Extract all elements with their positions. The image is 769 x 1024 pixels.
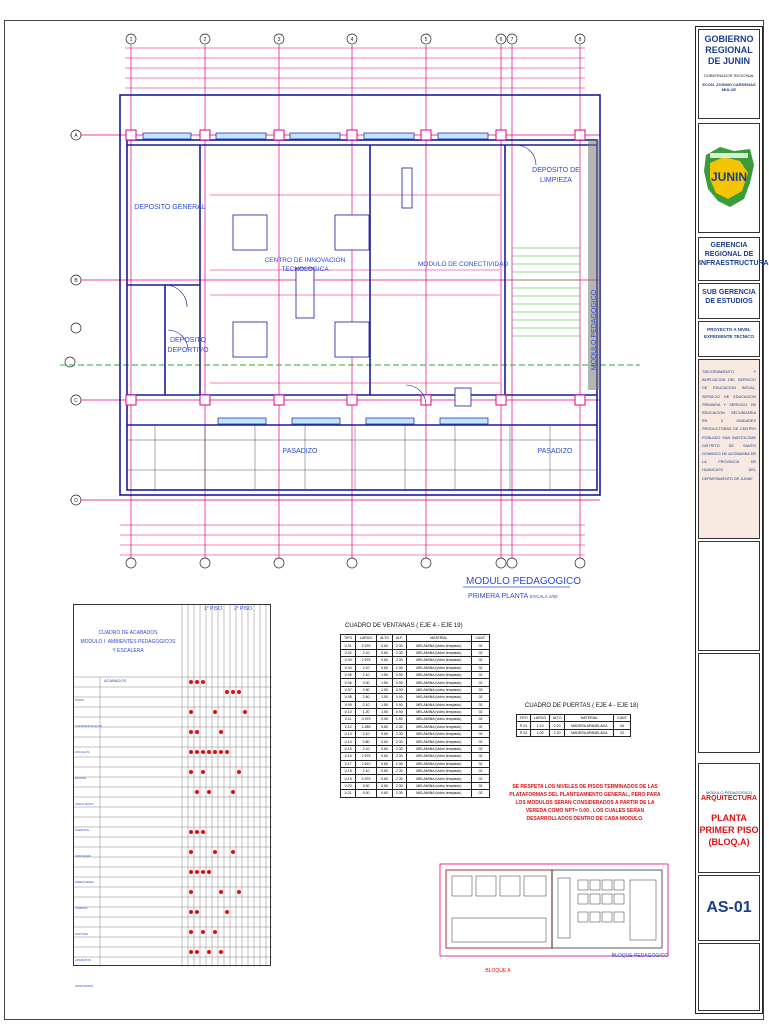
finishes-table: [73, 604, 271, 988]
axis-lines: [70, 45, 600, 560]
project-box: [698, 359, 760, 539]
finishes-col-2: 2° PISO: [234, 606, 253, 612]
room-label: DEPOSITO GENERAL: [134, 204, 206, 211]
table-row: [341, 782, 490, 789]
table-cell: 0.60: [376, 664, 392, 671]
columns: [126, 130, 585, 405]
plan-title: MODULO PEDAGOGICO: [466, 576, 582, 587]
table-cell: 02: [472, 649, 490, 656]
axis-label: 5: [424, 37, 428, 43]
table-cell: 0.90: [376, 716, 392, 723]
room-label: MODULO DE CONECTIVIDAD: [417, 261, 509, 268]
table-cell: V-07: [341, 686, 356, 693]
finishes-subtitle: Y ESCALERA: [112, 648, 144, 654]
finishes-row: PISOS: [75, 698, 85, 702]
general-note: SE RESPETA LOS NIVELES DE PISOS TERMINADOS DE LAS PLATAFORMAS DEL PLANTEAMIENTO GENERAL, PERO PARA LOS MODULOS SERAN CONSIDERADOS A PARTIR DE LA VEREDA COMO NPT= 0.00 , LOS CUALES SERAN DESARROLLADOS DENTRO DE CADA MODULO.: [509, 784, 661, 822]
table-cell: 2.975: [356, 657, 377, 664]
blank-box-1: [698, 541, 760, 651]
table-cell: MELAMINA (vidrio templado): [406, 745, 471, 752]
blank-box-2: [698, 653, 760, 753]
table-cell: 02: [472, 768, 490, 775]
table-cell: 0.60: [376, 738, 392, 745]
table-header: MATERIAL: [565, 715, 614, 722]
table-cell: 2.975: [356, 775, 377, 782]
table-row: [517, 722, 631, 729]
table-cell: 1.10: [531, 722, 550, 729]
table-cell: V-08: [341, 694, 356, 701]
table-cell: 2.20: [550, 729, 565, 736]
table-cell: 2.10: [356, 731, 377, 738]
table-row: [341, 738, 490, 745]
axis-label: 3: [277, 37, 281, 43]
table-cell: MELAMINA (vidrio templado): [406, 686, 471, 693]
table-cell: 02: [472, 657, 490, 664]
table-cell: 2.30: [393, 664, 407, 671]
axis-label: A: [74, 133, 78, 139]
table-cell: 1.50: [376, 694, 392, 701]
revision-box: [698, 943, 760, 1011]
axis-label: 7: [510, 37, 514, 43]
room-label: PASADIZO: [537, 448, 573, 455]
table-cell: 0.60: [376, 760, 392, 767]
table-cell: MELAMINA (vidrio templado): [406, 760, 471, 767]
inner-lines: [127, 425, 597, 490]
table-cell: 0.975: [356, 716, 377, 723]
table-cell: 0.60: [376, 642, 392, 649]
finishes-subtitle: MODULO I: AMBIENTES PEDAGOGICOS: [80, 639, 176, 645]
finishes-grid: [74, 605, 272, 967]
table-row: [341, 731, 490, 738]
table-cell: 2.30: [393, 745, 407, 752]
governor-name: ECON. ZOSIMO CARDENAS MULUE: [702, 82, 756, 92]
table-cell: 1.50: [376, 671, 392, 678]
table-cell: P-02: [517, 729, 531, 736]
gerencia-box: [698, 237, 769, 281]
table-cell: MELAMINA (vidrio templado): [406, 657, 471, 664]
table-cell: 02: [614, 729, 631, 736]
sheet-code: AS-01: [706, 899, 752, 916]
table-cell: MELAMINA (vidrio templado): [406, 671, 471, 678]
table-cell: 0.60: [376, 775, 392, 782]
table-cell: MELAMINA (vidrio templado): [406, 790, 471, 797]
sheet-title-box: [698, 763, 760, 873]
table-cell: 02: [472, 694, 490, 701]
table-cell: 1.50: [376, 708, 392, 715]
table-header: CANT.: [472, 635, 490, 642]
windows-table-grid: [340, 634, 490, 798]
axis-label: 2: [203, 37, 207, 43]
doors-table-title: CUADRO DE PUERTAS ( EJE 4 - EJE 18): [525, 703, 639, 709]
table-row: [341, 723, 490, 730]
table-cell: 06: [614, 722, 631, 729]
level-box: [698, 321, 760, 357]
dimension-chains-bottom: [120, 525, 585, 555]
doors-table: [516, 714, 631, 737]
table-header: LARGO: [356, 635, 377, 642]
table-cell: V-15: [341, 745, 356, 752]
table-cell: 02: [472, 738, 490, 745]
gerencia-title: GERENCIA REGIONAL DE INFRAESTRUCTURA: [699, 242, 769, 267]
table-row: [341, 642, 490, 649]
table-row: [341, 716, 490, 723]
title-block: [695, 26, 769, 1014]
table-cell: MELAMINA (vidrio templado): [406, 738, 471, 745]
table-cell: 0.60: [376, 649, 392, 656]
room-label: DEPORTIVO: [167, 347, 209, 354]
table-cell: V-10: [341, 708, 356, 715]
finishes-row: CIELO RASO: [75, 802, 94, 806]
table-cell: MELAMINA (vidrio templado): [406, 768, 471, 775]
door-swings: [165, 145, 536, 405]
table-cell: 2.30: [393, 738, 407, 745]
table-cell: 2.30: [393, 723, 407, 730]
table-cell: 0.60: [376, 731, 392, 738]
table-cell: P-01: [517, 722, 531, 729]
table-cell: 0.90: [393, 679, 407, 686]
table-cell: MELAMINA (vidrio templado): [406, 708, 471, 715]
table-header: MATERIAL: [406, 635, 471, 642]
table-row: [341, 649, 490, 656]
logo-box: [698, 123, 760, 233]
finishes-row: VIDRIOS: [75, 906, 88, 910]
plan-scale: ESCALA 1/50: [530, 594, 558, 599]
finishes-row: VENTANAS: [75, 854, 91, 858]
module-caption: MODULO PEDAGOGICO: [705, 790, 752, 795]
table-cell: 02: [472, 731, 490, 738]
table-header: TIPO: [517, 715, 531, 722]
table-cell: V-14: [341, 738, 356, 745]
specialty: ARQUITECTURA: [701, 795, 757, 802]
table-cell: MELAMINA (vidrio templado): [406, 701, 471, 708]
table-row: [341, 657, 490, 664]
table-row: [341, 701, 490, 708]
table-cell: 02: [472, 701, 490, 708]
windows-table: [340, 634, 490, 798]
room-label: PASADIZO: [282, 448, 318, 455]
table-cell: 0.80: [356, 738, 377, 745]
table-header: ALTO: [550, 715, 565, 722]
axis-label: 4: [350, 37, 354, 43]
finishes-row: PUERTAS: [75, 828, 89, 832]
table-header: LARGO: [531, 715, 550, 722]
stairs: [512, 248, 580, 336]
table-cell: 02: [472, 723, 490, 730]
table-row: [341, 745, 490, 752]
table-cell: MELAMINA (vidrio templado): [406, 731, 471, 738]
table-cell: V-13: [341, 731, 356, 738]
finishes-row: CERRAJERIA: [75, 880, 95, 884]
table-cell: MADERA APANELADA: [565, 722, 614, 729]
table-row: [341, 760, 490, 767]
table-row: [517, 729, 631, 736]
table-cell: 0.60: [376, 723, 392, 730]
subgerencia-title: SUB GERENCIA DE ESTUDIOS: [702, 289, 756, 305]
table-cell: V-17: [341, 760, 356, 767]
table-cell: 0.60: [376, 790, 392, 797]
table-cell: MELAMINA (vidrio templado): [406, 679, 471, 686]
finishes-row: ZOCALOS: [75, 750, 90, 754]
table-cell: MELAMINA (vidrio templado): [406, 716, 471, 723]
table-cell: 0.90: [356, 686, 377, 693]
table-cell: 2.610: [356, 760, 377, 767]
table-cell: 2.30: [393, 649, 407, 656]
table-cell: 1.20: [356, 708, 377, 715]
table-header: ALF.: [393, 635, 407, 642]
axis-label: B: [74, 278, 78, 284]
table-cell: 0.60: [376, 745, 392, 752]
finishes-row: APARATOS SANITARIOS: [75, 958, 93, 988]
table-row: [341, 686, 490, 693]
table-cell: 2.10: [356, 701, 377, 708]
dimension-chains-top: [125, 48, 585, 88]
table-cell: MELAMINA (vidrio templado): [406, 775, 471, 782]
table-cell: 2.30: [393, 657, 407, 664]
table-cell: 2.285: [356, 723, 377, 730]
table-cell: 2.20: [550, 722, 565, 729]
table-cell: MELAMINA (vidrio templado): [406, 649, 471, 656]
windows-top: [143, 133, 488, 424]
table-cell: MELAMINA (vidrio templado): [406, 723, 471, 730]
table-cell: 2.975: [356, 642, 377, 649]
finishes-row: MUROS: [75, 776, 87, 780]
axis-label: 6: [499, 37, 503, 43]
table-cell: 02: [472, 716, 490, 723]
sheet-code-box: [698, 875, 760, 941]
table-row: [341, 708, 490, 715]
table-cell: 02: [472, 679, 490, 686]
key-plan-label-a: BLOQUE A: [485, 968, 511, 974]
table-cell: MELAMINA (vidrio templado): [406, 753, 471, 760]
table-cell: 02: [472, 671, 490, 678]
table-cell: 2.30: [393, 642, 407, 649]
table-cell: 2.10: [356, 768, 377, 775]
key-plan: [438, 860, 670, 975]
table-cell: V-04: [341, 664, 356, 671]
table-header: CANT.: [614, 715, 631, 722]
axis-label: 8: [578, 37, 582, 43]
finishes-row-labels: [75, 687, 103, 999]
table-cell: V-09: [341, 701, 356, 708]
room-label: LIMPIEZA: [540, 177, 572, 184]
table-cell: 2.30: [393, 753, 407, 760]
table-cell: 3.00: [356, 790, 377, 797]
windows-table-title: CUADRO DE VENTANAS ( EJE 4 - EJE 19): [345, 623, 463, 629]
table-cell: 2.10: [356, 745, 377, 752]
table-cell: 2.10: [356, 671, 377, 678]
table-cell: 0.60: [376, 753, 392, 760]
table-cell: 2.60: [356, 694, 377, 701]
table-row: [341, 679, 490, 686]
table-row: [341, 790, 490, 797]
room-label: DEPOSITO: [169, 337, 207, 344]
doors-table-grid: [516, 714, 631, 737]
table-cell: V-18: [341, 768, 356, 775]
table-cell: V-06: [341, 679, 356, 686]
table-cell: 02: [472, 745, 490, 752]
plan-subtitle: PRIMERA PLANTA: [468, 593, 529, 600]
sheet-title: PLANTA PRIMER PISO (BLOQ.A): [699, 813, 759, 847]
table-row: [341, 694, 490, 701]
table-cell: V-19: [341, 775, 356, 782]
table-cell: V-01: [341, 642, 356, 649]
axis-bubbles: [65, 34, 585, 568]
table-cell: V-16: [341, 753, 356, 760]
finishes-section: ACABADOS: [104, 678, 127, 683]
table-cell: 2.10: [356, 664, 377, 671]
key-plan-label-b: BLOQUE PEDAGOGICO: [611, 953, 669, 959]
table-cell: 2.30: [393, 760, 407, 767]
table-cell: 0.90: [393, 686, 407, 693]
project-name: "MEJORAMIENTO Y AMPLIACION DEL SERVICIO DE EDUCACION INICIAL, SERVICIO DE EDUCACION PRIMARIA Y SERVICIO DE EDUCACION SECUNDARIA EN 3 UNIDADES PRODUCTORAS DE CENTRO POBLADO SAN BARTOLOME DISTRITO DE SANTO DOMINGO DE ACOBAMBA DE LA PROVINCIA DE HUANCAYO DEL DEPARTAMENTO DE JUNIN": [702, 370, 756, 481]
table-cell: 02: [472, 782, 490, 789]
table-cell: MELAMINA (vidrio templado): [406, 694, 471, 701]
table-cell: V-12: [341, 723, 356, 730]
finishes-col-1: 1° PISO: [204, 606, 223, 612]
table-cell: 0.90: [393, 671, 407, 678]
room-label: MODULO PEDAGOGICO: [591, 289, 598, 371]
table-cell: 0.60: [376, 782, 392, 789]
governor-role: GOBERNADOR REGIONAL: [703, 73, 755, 78]
room-label: CENTRO DE INNOVACION: [264, 257, 346, 264]
table-cell: 2.30: [393, 775, 407, 782]
table-cell: 02: [472, 790, 490, 797]
finishes-row: CONTRAZOCALOS: [75, 724, 103, 728]
table-row: [341, 671, 490, 678]
axis-label: D: [74, 498, 78, 504]
table-cell: 02: [472, 753, 490, 760]
table-header: ALTO: [376, 635, 392, 642]
logo-text: JUNIN: [710, 170, 748, 184]
table-cell: 02: [472, 775, 490, 782]
project-level: PROYECTO A NIVEL EXPEDIENTE TECNICO: [703, 327, 754, 339]
table-row: [341, 775, 490, 782]
table-cell: V-21: [341, 790, 356, 797]
gov-title: GOBIERNO REGIONAL DE JUNIN: [704, 34, 754, 66]
room-label: TECNOLOGICA: [281, 266, 329, 273]
table-cell: 2.30: [393, 731, 407, 738]
table-cell: V-02: [341, 649, 356, 656]
table-cell: 03: [472, 686, 490, 693]
finishes-title: CUADRO DE ACABADOS: [98, 630, 158, 636]
table-cell: V-05: [341, 671, 356, 678]
room-label: DEPOSITO DE: [532, 167, 580, 174]
gov-box: [698, 29, 760, 119]
table-cell: 2.10: [356, 649, 377, 656]
table-cell: 02: [472, 642, 490, 649]
table-cell: 02: [472, 760, 490, 767]
table-cell: 2.30: [393, 790, 407, 797]
table-cell: 1.50: [393, 716, 407, 723]
table-cell: V-11: [341, 716, 356, 723]
table-cell: 0.60: [376, 768, 392, 775]
junin-logo: [700, 143, 758, 213]
table-cell: 1.50: [376, 686, 392, 693]
table-row: [341, 753, 490, 760]
table-cell: 3.00: [356, 679, 377, 686]
table-row: [341, 768, 490, 775]
table-cell: 02: [472, 664, 490, 671]
table-cell: 0.90: [393, 708, 407, 715]
table-cell: 2.975: [356, 753, 377, 760]
axis-label: 1: [129, 37, 133, 43]
table-cell: V-03: [341, 657, 356, 664]
table-cell: MADERA APANELADA: [565, 729, 614, 736]
table-cell: V-20: [341, 782, 356, 789]
axis-label: C: [74, 398, 78, 404]
table-cell: MELAMINA (vidrio templado): [406, 664, 471, 671]
table-cell: 0.60: [376, 657, 392, 664]
table-cell: MELAMINA (vidrio templado): [406, 642, 471, 649]
table-header: TIPO: [341, 635, 356, 642]
table-cell: 1.50: [376, 679, 392, 686]
table-cell: 1.50: [376, 701, 392, 708]
table-cell: 1.00: [531, 729, 550, 736]
table-cell: 0.90: [393, 694, 407, 701]
table-cell: 0.90: [393, 701, 407, 708]
table-cell: 2.30: [393, 768, 407, 775]
table-cell: 2.30: [393, 782, 407, 789]
finishes-row: PINTURA: [75, 932, 89, 936]
table-cell: 02: [472, 708, 490, 715]
table-cell: MELAMINA (vidrio templado): [406, 782, 471, 789]
subgerencia-box: [698, 283, 760, 319]
table-cell: 3.00: [356, 782, 377, 789]
table-row: [341, 664, 490, 671]
